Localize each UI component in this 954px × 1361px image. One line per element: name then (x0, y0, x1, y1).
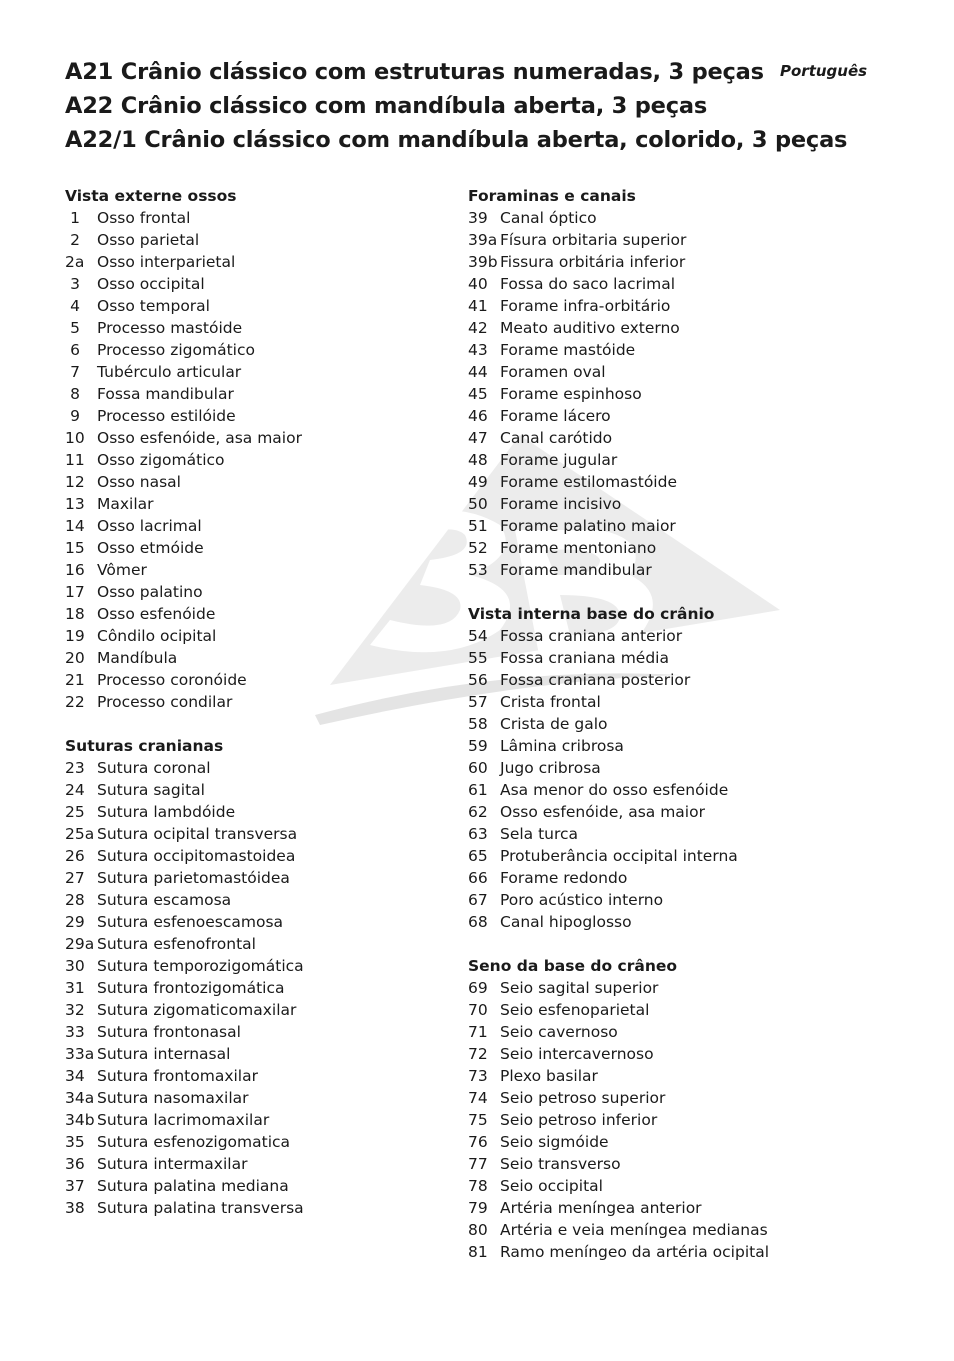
section-heading: Foraminas e canais (468, 187, 636, 205)
item-number: 62 (468, 803, 488, 821)
item-number: 28 (65, 891, 85, 909)
item-label: Meato auditivo externo (500, 319, 680, 337)
list-item (65, 1153, 455, 1175)
item-number: 3 (70, 275, 80, 293)
list-item (468, 251, 858, 273)
list-item (65, 207, 455, 229)
item-label: Canal hipoglosso (500, 913, 632, 931)
item-number: 59 (468, 737, 488, 755)
item-number: 29a (65, 935, 95, 953)
item-number: 5 (70, 319, 80, 337)
list-item (65, 801, 455, 823)
item-label: Sutura frontozigomática (97, 979, 285, 997)
item-number: 79 (468, 1199, 488, 1217)
item-label: Sutura lambdóide (97, 803, 236, 821)
item-number: 42 (468, 319, 488, 337)
list-item (65, 647, 455, 669)
item-label: Canal óptico (500, 209, 597, 227)
list-item (65, 1065, 455, 1087)
item-label: Foramen oval (500, 363, 606, 381)
item-label: Mandíbula (97, 649, 178, 667)
item-label: Sutura intermaxilar (97, 1155, 248, 1173)
title-a22: A22 Crânio clássico com mandíbula aberta, 3 peças (65, 93, 708, 119)
item-label: Seio sagital superior (500, 979, 659, 997)
item-number: 14 (65, 517, 85, 535)
item-number: 33 (65, 1023, 85, 1041)
item-number: 29 (65, 913, 85, 931)
list-item (65, 427, 455, 449)
item-label: Sutura palatina mediana (97, 1177, 289, 1195)
list-item (468, 1153, 858, 1175)
item-label: Fossa do saco lacrimal (500, 275, 676, 293)
item-label: Protuberância occipital interna (500, 847, 738, 865)
item-label: Vômer (97, 561, 147, 579)
item-label: Fossa craniana média (500, 649, 669, 667)
list-item (65, 757, 455, 779)
item-number: 60 (468, 759, 488, 777)
item-number: 7 (70, 363, 80, 381)
item-number: 33a (65, 1045, 95, 1063)
item-number: 2a (65, 253, 85, 271)
item-number: 49 (468, 473, 488, 491)
section (468, 185, 858, 581)
item-label: Sutura esfenofrontal (97, 935, 256, 953)
list-item (65, 251, 455, 273)
item-number: 23 (65, 759, 85, 777)
item-number: 37 (65, 1177, 85, 1195)
item-label: Fossa craniana posterior (500, 671, 691, 689)
item-label: Forame jugular (500, 451, 618, 469)
list-item (65, 867, 455, 889)
list-item (468, 801, 858, 823)
item-label: Forame mastóide (500, 341, 636, 359)
list-item (65, 1087, 455, 1109)
item-label: Processo estilóide (97, 407, 236, 425)
item-label: Forame mandibular (500, 561, 652, 579)
list-item (65, 1131, 455, 1153)
section-heading: Seno da base do crâneo (468, 957, 678, 975)
item-label: Físura orbitaria superior (500, 231, 687, 249)
item-label: Osso nasal (97, 473, 181, 491)
item-number: 9 (70, 407, 80, 425)
list-item (468, 449, 858, 471)
item-number: 57 (468, 693, 488, 711)
item-label: Processo zigomático (97, 341, 255, 359)
list-item (65, 1197, 455, 1219)
item-label: Canal carótido (500, 429, 613, 447)
item-number: 75 (468, 1111, 488, 1129)
list-item (65, 581, 455, 603)
list-item (468, 713, 858, 735)
list-item (65, 955, 455, 977)
list-item (468, 647, 858, 669)
list-item (468, 1109, 858, 1131)
item-label: Côndilo ocipital (97, 627, 217, 645)
item-number: 66 (468, 869, 488, 887)
item-label: Sutura frontomaxilar (97, 1067, 258, 1085)
item-label: Sutura parietomastóidea (97, 869, 290, 887)
list-item (65, 845, 455, 867)
item-label: Artéria meníngea anterior (500, 1199, 702, 1217)
item-number: 8 (70, 385, 80, 403)
list-item (468, 867, 858, 889)
item-label: Sutura ocipital transversa (97, 825, 298, 843)
list-item (65, 559, 455, 581)
right-column (468, 185, 858, 1285)
item-label: Osso palatino (97, 583, 203, 601)
item-label: Forame incisivo (500, 495, 622, 513)
list-item (65, 317, 455, 339)
item-number: 38 (65, 1199, 85, 1217)
item-label: Osso etmóide (97, 539, 204, 557)
item-label: Seio petroso inferior (500, 1111, 658, 1129)
item-number: 40 (468, 275, 488, 293)
item-label: Processo mastóide (97, 319, 243, 337)
item-number: 65 (468, 847, 488, 865)
item-number: 30 (65, 957, 85, 975)
list-item (65, 933, 455, 955)
list-item (65, 229, 455, 251)
item-label: Forame redondo (500, 869, 628, 887)
item-label: Osso esfenóide, asa maior (97, 429, 302, 447)
item-number: 54 (468, 627, 488, 645)
item-label: Seio transverso (500, 1155, 621, 1173)
item-number: 69 (468, 979, 488, 997)
list-item (468, 405, 858, 427)
list-item (65, 493, 455, 515)
language-label: Português (780, 62, 868, 80)
item-number: 13 (65, 495, 85, 513)
list-item (65, 449, 455, 471)
item-number: 63 (468, 825, 488, 843)
item-number: 26 (65, 847, 85, 865)
list-item (468, 1065, 858, 1087)
section (468, 955, 858, 1263)
list-item (468, 911, 858, 933)
list-item (65, 823, 455, 845)
item-number: 36 (65, 1155, 85, 1173)
item-number: 12 (65, 473, 85, 491)
item-label: Crista de galo (500, 715, 608, 733)
list-item (468, 757, 858, 779)
item-label: Seio sigmóide (500, 1133, 609, 1151)
item-number: 25a (65, 825, 95, 843)
item-label: Seio petroso superior (500, 1089, 666, 1107)
list-item (468, 1197, 858, 1219)
item-label: Forame estilomastóide (500, 473, 677, 491)
item-label: Seio cavernoso (500, 1023, 618, 1041)
list-item (468, 339, 858, 361)
item-number: 2 (70, 231, 80, 249)
list-item (65, 889, 455, 911)
list-item (468, 735, 858, 757)
item-number: 39a (468, 231, 498, 249)
item-label: Seio occipital (500, 1177, 603, 1195)
item-label: Osso interparietal (97, 253, 236, 271)
list-item (468, 493, 858, 515)
item-label: Osso zigomático (97, 451, 225, 469)
list-item (468, 1087, 858, 1109)
list-item (65, 361, 455, 383)
item-number: 16 (65, 561, 85, 579)
item-number: 10 (65, 429, 85, 447)
item-number: 76 (468, 1133, 488, 1151)
item-number: 52 (468, 539, 488, 557)
item-label: Jugo cribrosa (500, 759, 601, 777)
list-item (65, 1109, 455, 1131)
item-label: Plexo basilar (500, 1067, 598, 1085)
list-item (65, 977, 455, 999)
list-item (65, 1021, 455, 1043)
item-label: Processo condilar (97, 693, 233, 711)
title-block (65, 55, 847, 157)
item-number: 41 (468, 297, 488, 315)
list-item (468, 537, 858, 559)
item-label: Osso lacrimal (97, 517, 202, 535)
list-item (65, 515, 455, 537)
item-label: Osso temporal (97, 297, 210, 315)
list-item (468, 383, 858, 405)
item-label: Osso frontal (97, 209, 191, 227)
item-number: 67 (468, 891, 488, 909)
list-item (468, 427, 858, 449)
item-label: Lâmina cribrosa (500, 737, 624, 755)
item-number: 47 (468, 429, 488, 447)
item-number: 25 (65, 803, 85, 821)
item-label: Sutura esfenoescamosa (97, 913, 284, 931)
item-label: Poro acústico interno (500, 891, 664, 909)
list-item (468, 1043, 858, 1065)
item-number: 11 (65, 451, 85, 469)
item-number: 70 (468, 1001, 488, 1019)
item-number: 80 (468, 1221, 488, 1239)
item-number: 21 (65, 671, 85, 689)
list-item (468, 999, 858, 1021)
list-item (468, 515, 858, 537)
list-item (468, 317, 858, 339)
item-label: Fossa mandibular (97, 385, 234, 403)
list-item (468, 625, 858, 647)
item-label: Sutura zigomaticomaxilar (97, 1001, 297, 1019)
title-a21: A21 Crânio clássico com estruturas numeradas, 3 peças (65, 59, 764, 85)
item-number: 45 (468, 385, 488, 403)
item-number: 32 (65, 1001, 85, 1019)
item-number: 72 (468, 1045, 488, 1063)
item-number: 39b (468, 253, 498, 271)
item-number: 34b (65, 1111, 95, 1129)
item-label: Osso occipital (97, 275, 205, 293)
item-label: Sutura esfenozigomatica (97, 1133, 291, 1151)
item-number: 39 (468, 209, 488, 227)
item-label: Sutura nasomaxilar (97, 1089, 249, 1107)
item-number: 50 (468, 495, 488, 513)
list-item (468, 823, 858, 845)
item-label: Processo coronóide (97, 671, 247, 689)
item-number: 68 (468, 913, 488, 931)
item-number: 18 (65, 605, 85, 623)
item-label: Asa menor do osso esfenóide (500, 781, 729, 799)
list-item (65, 779, 455, 801)
list-item (65, 691, 455, 713)
list-item (65, 1175, 455, 1197)
item-label: Sutura palatina transversa (97, 1199, 304, 1217)
list-item (468, 977, 858, 999)
item-number: 58 (468, 715, 488, 733)
item-number: 81 (468, 1243, 488, 1261)
list-item (468, 295, 858, 317)
item-number: 46 (468, 407, 488, 425)
list-item (468, 1219, 858, 1241)
item-number: 6 (70, 341, 80, 359)
list-item (468, 889, 858, 911)
list-item (468, 779, 858, 801)
item-label: Sutura temporozigomática (97, 957, 304, 975)
item-label: Crista frontal (500, 693, 601, 711)
title-a22-1: A22/1 Crânio clássico com mandíbula aberta, colorido, 3 peças (65, 127, 848, 153)
list-item (65, 471, 455, 493)
list-item (468, 691, 858, 713)
item-number: 27 (65, 869, 85, 887)
item-label: Sutura internasal (97, 1045, 231, 1063)
item-number: 34a (65, 1089, 95, 1107)
item-number: 71 (468, 1023, 488, 1041)
item-label: Tubérculo articular (97, 363, 242, 381)
item-number: 44 (468, 363, 488, 381)
list-item (468, 1021, 858, 1043)
list-item (468, 1175, 858, 1197)
list-item (65, 911, 455, 933)
section (65, 735, 455, 1219)
left-column (65, 185, 455, 1241)
list-item (468, 471, 858, 493)
item-number: 78 (468, 1177, 488, 1195)
item-number: 35 (65, 1133, 85, 1151)
list-item (65, 295, 455, 317)
item-label: Sutura sagital (97, 781, 205, 799)
item-number: 43 (468, 341, 488, 359)
item-number: 77 (468, 1155, 488, 1173)
list-item (65, 537, 455, 559)
item-label: Sutura coronal (97, 759, 211, 777)
item-number: 55 (468, 649, 488, 667)
item-number: 56 (468, 671, 488, 689)
item-label: Sutura lacrimomaxilar (97, 1111, 270, 1129)
item-number: 31 (65, 979, 85, 997)
item-number: 15 (65, 539, 85, 557)
item-label: Sutura occipitomastoidea (97, 847, 296, 865)
item-label: Artéria e veia meníngea medianas (500, 1221, 768, 1239)
item-label: Osso esfenóide (97, 605, 216, 623)
item-number: 74 (468, 1089, 488, 1107)
list-item (468, 361, 858, 383)
item-label: Sutura frontonasal (97, 1023, 241, 1041)
list-item (65, 1043, 455, 1065)
item-label: Forame palatino maior (500, 517, 676, 535)
list-item (468, 669, 858, 691)
section (468, 603, 858, 933)
item-number: 48 (468, 451, 488, 469)
item-label: Sutura escamosa (97, 891, 232, 909)
item-label: Fissura orbitária inferior (500, 253, 686, 271)
item-number: 4 (70, 297, 80, 315)
list-item (468, 207, 858, 229)
item-label: Osso esfenóide, asa maior (500, 803, 705, 821)
list-item (65, 625, 455, 647)
item-label: Fossa craniana anterior (500, 627, 683, 645)
item-number: 51 (468, 517, 488, 535)
item-label: Osso parietal (97, 231, 200, 249)
section-heading: Vista externe ossos (65, 187, 237, 205)
item-number: 1 (70, 209, 80, 227)
item-label: Seio esfenoparietal (500, 1001, 650, 1019)
item-number: 22 (65, 693, 85, 711)
item-number: 17 (65, 583, 85, 601)
list-item (65, 383, 455, 405)
item-number: 34 (65, 1067, 85, 1085)
list-item (468, 845, 858, 867)
item-label: Sela turca (500, 825, 579, 843)
item-number: 24 (65, 781, 85, 799)
item-number: 53 (468, 561, 488, 579)
item-number: 19 (65, 627, 85, 645)
item-label: Ramo meníngeo da artéria ocipital (500, 1243, 770, 1261)
list-item (468, 1131, 858, 1153)
item-number: 20 (65, 649, 85, 667)
item-label: Maxilar (97, 495, 154, 513)
item-label: Forame lácero (500, 407, 611, 425)
list-item (65, 603, 455, 625)
list-item (65, 339, 455, 361)
list-item (65, 999, 455, 1021)
list-item (468, 559, 858, 581)
list-item (468, 229, 858, 251)
section-heading: Vista interna base do crânio (468, 605, 715, 623)
item-label: Forame infra-orbitário (500, 297, 671, 315)
list-item (65, 669, 455, 691)
list-item (468, 1241, 858, 1263)
item-number: 61 (468, 781, 488, 799)
list-item (65, 405, 455, 427)
section-heading: Suturas cranianas (65, 737, 224, 755)
section (65, 185, 455, 713)
item-label: Forame mentoniano (500, 539, 657, 557)
item-label: Forame espinhoso (500, 385, 642, 403)
item-label: Seio intercavernoso (500, 1045, 654, 1063)
list-item (65, 273, 455, 295)
list-item (468, 273, 858, 295)
item-number: 73 (468, 1067, 488, 1085)
